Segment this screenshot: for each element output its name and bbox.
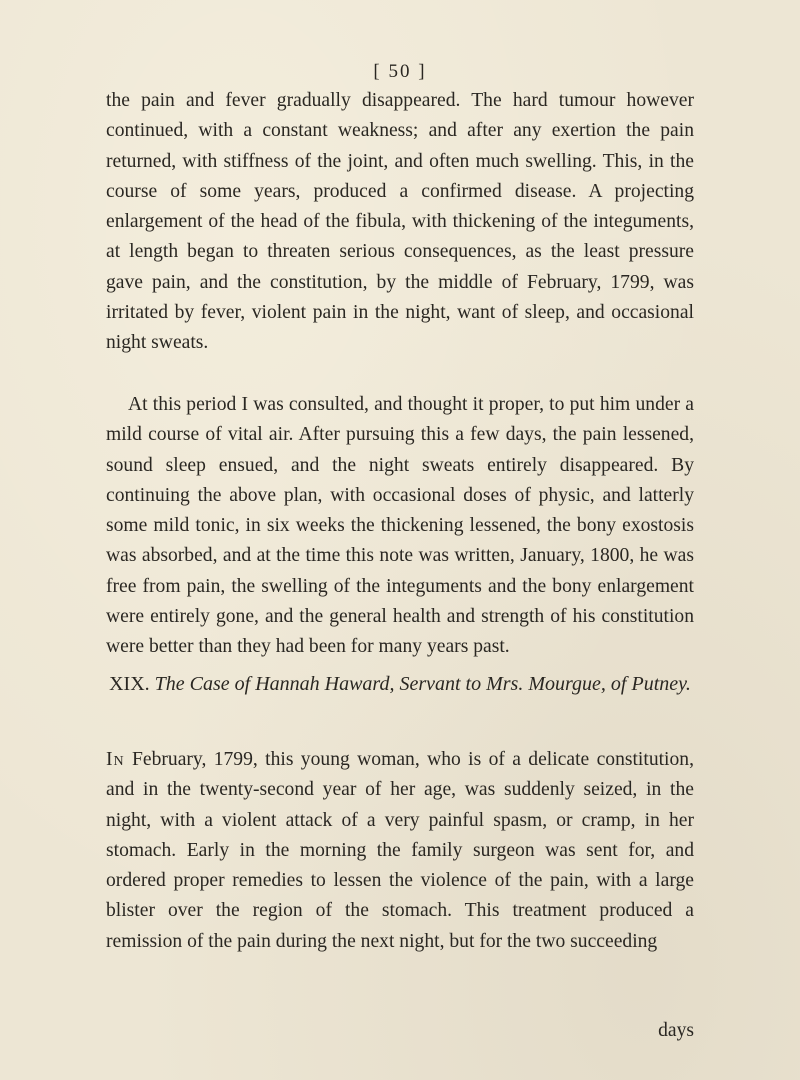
paragraph-text bbox=[106, 745, 694, 957]
paragraph-continued bbox=[106, 86, 694, 359]
paragraph-text: At this period I was consulted, and thought it proper, to put him under a mild course of vital air. After pursuing this a few days, the pain lessened, sound sleep ensued, and the night sweats entirely disappeared. By continuing the above plan, with occasional doses of physic, and latterly some mild tonic, in six weeks the thickening lessened, the bony exostosis was absorbed, and at the time this note was written, January, 1800, he was free from pain, the swelling of the integuments and the bony enlargement were entirely gone, and the general health and strength of his constitution were better than they had been for many years past. bbox=[106, 394, 694, 658]
paragraph-consultation bbox=[106, 390, 694, 663]
paragraph-text: the pain and fever gradually disappeared. The hard tumour however continued, with a constant weakness; and after any exertion the pain returned, with stiffness of the joint, and often much swelling. This, in the course of some years, produced a confirmed disease. A projecting enlargement of the head of the fibula, with thickening of the integuments, at length began to threaten serious consequences, as the least pressure gave pain, and the constitution, by the middle of February, 1799, was irritated by fever, violent pain in the night, want of sleep, and occasional night sweats. bbox=[106, 90, 694, 354]
case-title: The Case of Hannah Haward, Servant to Mrs. Mourgue, of Putney. bbox=[154, 673, 691, 695]
case-numeral: XIX. bbox=[109, 673, 150, 695]
case-heading bbox=[106, 669, 694, 699]
paragraph-body: February, 1799, this young woman, who is of a delicate constitution, and in the twenty-second year of her age, was suddenly seized, in the night, with a violent attack of a very painful spasm, or cramp, in her stomach. Early in the morning the family surgeon was sent for, and ordered proper remedies to lessen the violence of the pain, with a large blister over the region of the stomach. This treatment produced a remission of the pain during the next night, but for the two succeeding bbox=[106, 749, 694, 952]
paragraph-case-history bbox=[106, 745, 694, 957]
catchword: days bbox=[658, 1020, 694, 1041]
page-number: [ 50 ] bbox=[373, 61, 427, 82]
opening-word: In bbox=[106, 749, 125, 770]
